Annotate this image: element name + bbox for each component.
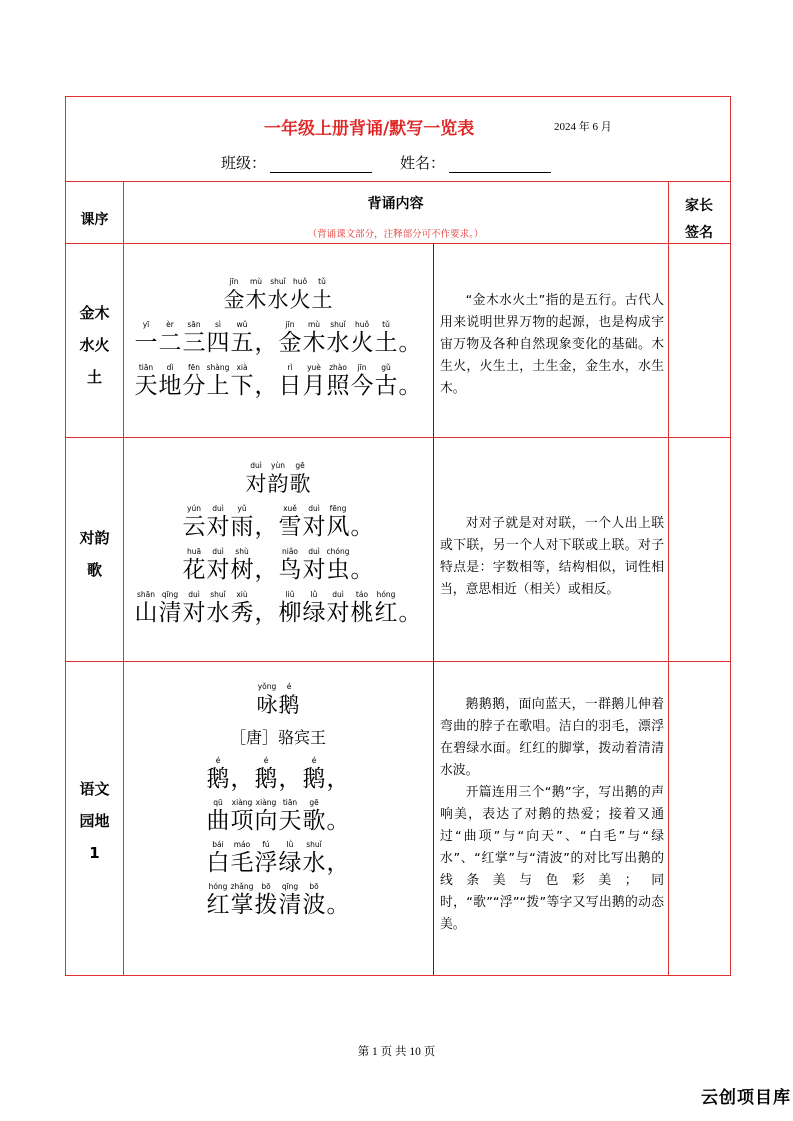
char-cell — [206, 590, 230, 627]
recitation-table — [65, 96, 731, 976]
hanzi: 拨 — [254, 892, 278, 918]
char-cell — [302, 756, 326, 793]
hanzi: 水 — [267, 288, 289, 312]
hanzi: 清 — [158, 600, 182, 626]
note-block — [440, 513, 664, 601]
poem-title — [123, 461, 433, 498]
col-content-header: 背诵内容 — [367, 196, 424, 212]
pinyin: shuǐ — [270, 277, 286, 286]
pinyin: duì — [188, 590, 200, 599]
pinyin: sì — [215, 320, 221, 329]
note-block — [440, 694, 664, 936]
hanzi: 秀 — [230, 600, 254, 626]
char-cell — [302, 504, 326, 541]
char-cell — [254, 882, 278, 919]
pinyin: tǔ — [382, 320, 390, 329]
content-hint: （背诵课文部分，注释部分可不作要求。） — [307, 229, 484, 240]
date-label: 2024 年 6 月 — [554, 121, 612, 133]
hanzi: 韵 — [267, 472, 289, 496]
hanzi: 鹅 — [302, 766, 326, 792]
hanzi: 咏 — [256, 693, 278, 717]
hanzi: 对 — [302, 514, 326, 540]
char-cell — [230, 504, 254, 541]
char-cell — [326, 320, 350, 357]
pinyin: duì — [332, 590, 344, 599]
hanzi: 。 — [326, 892, 350, 918]
poem-line — [123, 504, 433, 541]
lesson-line: 水火 — [79, 336, 110, 354]
hanzi: 对 — [302, 557, 326, 583]
lesson-label — [66, 773, 123, 869]
hanzi: 天 — [134, 373, 158, 399]
pinyin: tiān — [282, 798, 298, 807]
hanzi: 雨 — [230, 514, 254, 540]
hanzi: 浮 — [254, 850, 278, 876]
char-cell — [230, 840, 254, 877]
char-cell — [278, 590, 302, 627]
signature-header-label: 家长签名 — [685, 198, 713, 241]
pinyin: sān — [187, 320, 201, 329]
name-blank[interactable] — [449, 158, 551, 173]
char-cell — [302, 363, 326, 400]
char-cell — [326, 590, 350, 627]
char-cell — [206, 882, 230, 919]
hanzi: 绿 — [302, 600, 326, 626]
hanzi: 水 — [302, 850, 326, 876]
hanzi: 木 — [245, 288, 267, 312]
pinyin: yùn — [271, 461, 285, 470]
pinyin: duì — [250, 461, 262, 470]
pinyin: niǎo — [281, 547, 299, 556]
pinyin: huā — [186, 547, 202, 556]
char-cell — [326, 504, 350, 541]
char-cell — [302, 590, 326, 627]
pinyin: zhào — [329, 363, 347, 372]
char-cell — [326, 756, 350, 793]
hanzi: 。 — [398, 330, 422, 356]
hanzi: ， — [254, 514, 278, 540]
pinyin: fēng — [329, 504, 347, 513]
hanzi: 火 — [289, 288, 311, 312]
pinyin: duì — [308, 547, 320, 556]
pinyin: bō — [261, 882, 271, 891]
hanzi: 。 — [350, 557, 374, 583]
pinyin: shuǐ — [330, 320, 346, 329]
pinyin: yī — [142, 320, 150, 329]
char-cell — [278, 798, 302, 835]
pinyin: mù — [249, 277, 263, 286]
hanzi: 花 — [182, 557, 206, 583]
hanzi: 金 — [223, 288, 245, 312]
note-paragraph: 对对子就是对对联，一个人出上联或下联，另一个人对下联或上联。对子特点是：字数相等，结构相似，词性相当，意思相近（相关）或相反。 — [440, 516, 664, 597]
poem-line — [123, 840, 433, 877]
char-cell — [278, 363, 302, 400]
lesson-label — [66, 297, 123, 393]
pinyin: xià — [236, 363, 248, 372]
pinyin: jīn — [229, 277, 239, 286]
hanzi: 月 — [302, 373, 326, 399]
pinyin: tiān — [138, 363, 154, 372]
pinyin: yún — [187, 504, 201, 513]
pinyin: qū — [213, 798, 223, 807]
char-cell — [158, 363, 182, 400]
pinyin: bō — [309, 882, 319, 891]
col-lesson-header: 课序 — [80, 212, 109, 228]
char-cell — [182, 504, 206, 541]
class-name-row — [221, 152, 551, 173]
char-cell — [245, 461, 267, 498]
poem-line — [123, 547, 433, 584]
hanzi: 曲 — [206, 808, 230, 834]
char-cell — [230, 590, 254, 627]
hanzi: 下 — [230, 373, 254, 399]
pinyin: duì — [308, 504, 320, 513]
pinyin: hóng — [208, 882, 228, 891]
char-cell — [223, 277, 245, 314]
char-cell — [326, 798, 350, 835]
pinyin: xiàng — [231, 798, 253, 807]
hanzi: 项 — [230, 808, 254, 834]
table-header — [66, 97, 730, 182]
char-cell — [254, 363, 278, 400]
hanzi: 清 — [278, 892, 302, 918]
pinyin: dì — [166, 363, 174, 372]
char-cell — [350, 590, 374, 627]
hanzi: 日 — [278, 373, 302, 399]
hanzi: 土 — [311, 288, 333, 312]
poem-block — [123, 277, 433, 406]
hanzi: ， — [254, 557, 278, 583]
hanzi: 对 — [326, 600, 350, 626]
note-paragraph: 开篇连用三个“鹅”字，写出鹅的声响美，表达了对鹅的热爱；接着又通过“曲项”与“向天”、“白毛”与“绿水”、“红掌”与“清波”的对比写出鹅的线条美与色彩美；同时，“歌”“浮”“拨”等字又写出鹅的动态美。 — [440, 785, 664, 932]
char-cell — [134, 590, 158, 627]
pinyin: shuǐ — [306, 840, 322, 849]
char-cell — [206, 320, 230, 357]
hanzi: 五 — [230, 330, 254, 356]
pinyin: yǔ — [237, 504, 247, 513]
char-cell — [254, 590, 278, 627]
char-cell — [374, 363, 398, 400]
hanzi: ， — [278, 766, 302, 792]
char-cell — [398, 320, 422, 357]
char-cell — [206, 756, 230, 793]
char-cell — [302, 882, 326, 919]
char-cell — [302, 840, 326, 877]
hanzi: 鸟 — [278, 557, 302, 583]
pinyin: gē — [295, 461, 305, 470]
lesson-line: 园地 — [79, 812, 110, 830]
hanzi: 鹅 — [206, 766, 230, 792]
pinyin: é — [263, 756, 269, 765]
pinyin: shàng — [206, 363, 230, 372]
char-cell — [230, 320, 254, 357]
char-cell — [311, 277, 333, 314]
brand-watermark: 云创项目库 — [701, 1088, 791, 1108]
pinyin: fú — [262, 840, 270, 849]
char-cell — [326, 363, 350, 400]
char-cell — [230, 756, 254, 793]
hanzi: ， — [326, 850, 350, 876]
poem-line — [123, 756, 433, 793]
note-block — [440, 290, 664, 400]
poem-title — [123, 277, 433, 314]
char-cell — [350, 363, 374, 400]
hanzi: 歌 — [289, 472, 311, 496]
note-paragraph: “金木水火土”指的是五行。古代人用来说明世界万物的起源，也是构成宇宙万物及各种自然现象变化的基础。木生火，火生土，土生金，金生水，水生木。 — [440, 293, 664, 396]
hanzi: 古 — [374, 373, 398, 399]
page-title: 一年级上册背诵/默写一览表 — [264, 119, 475, 139]
hanzi: 山 — [134, 600, 158, 626]
char-cell — [374, 320, 398, 357]
pinyin: èr — [166, 320, 174, 329]
char-cell — [267, 277, 289, 314]
char-cell — [302, 320, 326, 357]
char-cell — [206, 504, 230, 541]
char-cell — [278, 320, 302, 357]
hanzi: 地 — [158, 373, 182, 399]
hanzi: 红 — [206, 892, 230, 918]
hanzi: 照 — [326, 373, 350, 399]
class-blank[interactable] — [270, 158, 372, 173]
char-cell — [350, 547, 374, 584]
pinyin: lǜ — [286, 840, 294, 849]
hanzi: 绿 — [278, 850, 302, 876]
pinyin: shù — [235, 547, 249, 556]
hanzi: 火 — [350, 330, 374, 356]
name-label: 姓名： — [400, 154, 446, 172]
pinyin: é — [286, 682, 292, 691]
hanzi: 上 — [206, 373, 230, 399]
hanzi: ， — [254, 373, 278, 399]
hanzi: 土 — [374, 330, 398, 356]
char-cell — [254, 504, 278, 541]
char-cell — [254, 756, 278, 793]
char-cell — [254, 547, 278, 584]
poem-line — [123, 320, 433, 357]
pinyin: é — [215, 756, 221, 765]
char-cell — [230, 547, 254, 584]
pinyin: jīn — [357, 363, 367, 372]
hanzi: ， — [230, 766, 254, 792]
char-cell — [278, 682, 300, 719]
pinyin: shān — [136, 590, 155, 599]
hanzi: 对 — [182, 600, 206, 626]
hanzi: 。 — [398, 600, 422, 626]
pinyin: hóng — [376, 590, 396, 599]
char-cell — [302, 798, 326, 835]
char-cell — [134, 320, 158, 357]
poem-block — [123, 461, 433, 633]
char-cell — [254, 840, 278, 877]
lesson-line: 土 — [86, 368, 102, 386]
char-cell — [206, 798, 230, 835]
pinyin: é — [311, 756, 317, 765]
char-cell — [256, 682, 278, 719]
char-cell — [350, 504, 374, 541]
page-number: 第 1 页 共 10 页 — [357, 1046, 436, 1058]
hanzi: 毛 — [230, 850, 254, 876]
pinyin: duì — [212, 547, 224, 556]
hanzi: 对 — [206, 557, 230, 583]
hanzi: 红 — [374, 600, 398, 626]
char-cell — [254, 798, 278, 835]
poem-author: ［唐］骆宾王 — [229, 728, 326, 747]
hanzi: ， — [254, 600, 278, 626]
char-cell — [278, 840, 302, 877]
char-cell — [158, 590, 182, 627]
char-cell — [289, 461, 311, 498]
lesson-line: 语文 — [79, 780, 110, 798]
pinyin: xiù — [236, 590, 248, 599]
lesson-line: 1 — [89, 844, 100, 862]
pinyin: yǒng — [257, 682, 277, 691]
pinyin: yuè — [307, 363, 321, 372]
hanzi: 虫 — [326, 557, 350, 583]
pinyin: lǜ — [310, 590, 318, 599]
lesson-label — [66, 522, 123, 586]
note-paragraph: 鹅鹅鹅，面向蓝天，一群鹅儿伸着弯曲的脖子在歌唱。洁白的羽毛，漂浮在碧绿水面。红红的脚掌，拨动着清清水波。 — [440, 697, 664, 778]
pinyin: fēn — [187, 363, 200, 372]
pinyin: gē — [309, 798, 319, 807]
hanzi: 三 — [182, 330, 206, 356]
pinyin: xiàng — [255, 798, 277, 807]
hanzi: 水 — [206, 600, 230, 626]
hanzi: 四 — [206, 330, 230, 356]
poem-block — [123, 682, 433, 924]
lesson-line: 对韵 — [79, 529, 110, 547]
char-cell — [134, 363, 158, 400]
hanzi: 水 — [326, 330, 350, 356]
pinyin: duì — [212, 504, 224, 513]
hanzi: 歌 — [302, 808, 326, 834]
char-cell — [267, 461, 289, 498]
pinyin: huǒ — [354, 320, 370, 329]
pinyin: xuě — [283, 504, 297, 513]
pinyin: máo — [233, 840, 251, 849]
hanzi: 。 — [350, 514, 374, 540]
char-cell — [350, 320, 374, 357]
pinyin: tǔ — [318, 277, 326, 286]
char-cell — [182, 320, 206, 357]
char-cell — [278, 882, 302, 919]
char-cell — [398, 363, 422, 400]
poem-line — [123, 882, 433, 919]
pinyin: gǔ — [381, 363, 391, 372]
poem-line — [123, 798, 433, 835]
pinyin: qīng — [281, 882, 299, 891]
pinyin: zhǎng — [230, 882, 254, 891]
col-signature-header — [668, 193, 730, 247]
char-cell — [182, 590, 206, 627]
char-cell — [230, 363, 254, 400]
hanzi: 波 — [302, 892, 326, 918]
char-cell — [245, 277, 267, 314]
pinyin: shuǐ — [210, 590, 226, 599]
hanzi: 桃 — [350, 600, 374, 626]
char-cell — [278, 756, 302, 793]
hanzi: 。 — [398, 373, 422, 399]
pinyin: rì — [287, 363, 293, 372]
poem-line — [123, 363, 433, 400]
char-cell — [326, 882, 350, 919]
pinyin: huǒ — [292, 277, 308, 286]
class-label: 班级： — [221, 154, 267, 172]
hanzi: 雪 — [278, 514, 302, 540]
poem-title — [123, 682, 433, 719]
pinyin: liǔ — [285, 590, 295, 599]
pinyin: chóng — [326, 547, 350, 556]
hanzi: 金 — [278, 330, 302, 356]
hanzi: 白 — [206, 850, 230, 876]
hanzi: 天 — [278, 808, 302, 834]
hanzi: 二 — [158, 330, 182, 356]
char-cell — [206, 840, 230, 877]
lesson-line: 金木 — [79, 304, 110, 322]
hanzi: 掌 — [230, 892, 254, 918]
char-cell — [158, 320, 182, 357]
hanzi: 云 — [182, 514, 206, 540]
hanzi: 风 — [326, 514, 350, 540]
char-cell — [398, 590, 422, 627]
char-cell — [326, 547, 350, 584]
poem-line — [123, 590, 433, 627]
char-cell — [326, 840, 350, 877]
char-cell — [254, 320, 278, 357]
hanzi: 鹅 — [278, 693, 300, 717]
char-cell — [302, 547, 326, 584]
pinyin: táo — [355, 590, 369, 599]
hanzi: 柳 — [278, 600, 302, 626]
char-cell — [182, 363, 206, 400]
char-cell — [206, 363, 230, 400]
hanzi: 分 — [182, 373, 206, 399]
pinyin: mù — [307, 320, 321, 329]
hanzi: ， — [326, 766, 350, 792]
hanzi: 一 — [134, 330, 158, 356]
lesson-line: 歌 — [86, 561, 102, 579]
char-cell — [230, 798, 254, 835]
char-cell — [230, 882, 254, 919]
hanzi: 树 — [230, 557, 254, 583]
hanzi: 对 — [245, 472, 267, 496]
pinyin: qīng — [161, 590, 179, 599]
char-cell — [278, 547, 302, 584]
hanzi: 今 — [350, 373, 374, 399]
hanzi: 向 — [254, 808, 278, 834]
pinyin: wǔ — [236, 320, 248, 329]
pinyin: jīn — [285, 320, 295, 329]
char-cell — [278, 504, 302, 541]
hanzi: 鹅 — [254, 766, 278, 792]
char-cell — [182, 547, 206, 584]
hanzi: 木 — [302, 330, 326, 356]
hanzi: 对 — [206, 514, 230, 540]
char-cell — [374, 590, 398, 627]
hanzi: ， — [254, 330, 278, 356]
hanzi: 。 — [326, 808, 350, 834]
char-cell — [289, 277, 311, 314]
pinyin: bái — [212, 840, 224, 849]
char-cell — [206, 547, 230, 584]
